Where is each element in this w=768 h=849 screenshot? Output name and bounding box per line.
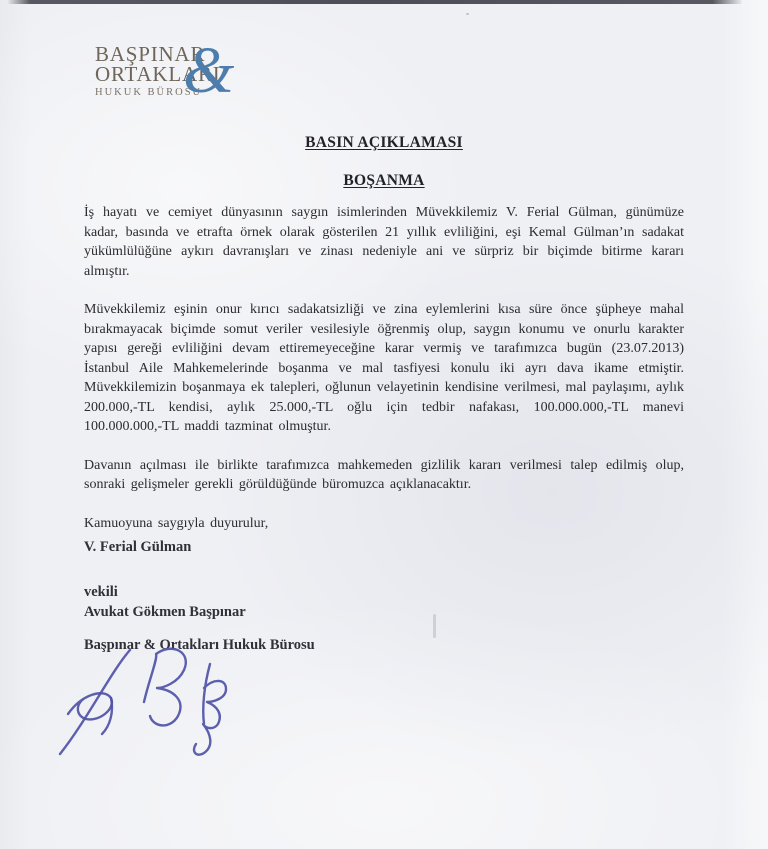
handwritten-signature-icon: [52, 642, 242, 762]
firm-wordmark-line1: BAŞPINAR: [95, 42, 206, 66]
firm-wordmark-line2: ORTAKLARI: [95, 62, 221, 86]
scan-smudge: [433, 614, 436, 638]
signature-stroke-flourish: [194, 664, 226, 755]
signature-stroke-b: [144, 649, 186, 726]
client-name: V. Ferial Gülman: [84, 539, 192, 555]
letter-body: [84, 134, 684, 552]
paragraph-closing: Kamuoyuna saygıyla duyurulur,: [84, 515, 269, 531]
scan-speck: [466, 13, 469, 15]
scan-edge-artifact: [8, 0, 742, 4]
paragraph-confidentiality: Davanın açılması ile birlikte tarafımızca mahkemeden gizlilik kararı verilmesi talep edilmiş olup, sonraki gelişmeler gerekli görüldüğünde büromuzca açıklanacaktır.: [84, 457, 684, 492]
paragraph-case-details: Müvekkilemiz eşinin onur kırıcı sadakatsizliği ve zina eylemlerini kısa süre önce şüpheye mahal bırakmayacak biçimde somut veriler vesilesiyle öğrenmiş olup, saygın konumu ve onurlu karakter yapısı gereği evliliğini devam ettiremeyeceğine karar vermiş ve tarafımızca bugün (23.07.2013) İstanbul Aile Mahkemelerinde boşanma ve mal tasfiyesi konulu iki ayrı dava ikame etmiştir. Müvekkilemizin boşanmaya ek talepleri, oğlunun velayetinin kendisine verilmesi, mal paylaşımı, aylık 200.000,-TL kendisi, aylık 25.000,-TL oğlu için tedbir nafakası, 100.000.000,-TL manevi 100.000.000,-TL maddi tazminat olmuştur.: [84, 302, 684, 434]
attorney-name: Avukat Gökmen Başpınar: [84, 604, 246, 620]
firm-tagline: HUKUK BÜROSU: [95, 87, 203, 98]
capacity-label: vekili: [84, 584, 118, 600]
firm-name: Başpınar & Ortakları Hukuk Bürosu: [84, 637, 315, 653]
signature-block: [84, 537, 315, 655]
paragraph-intro: İş hayatı ve cemiyet dünyasının saygın isimlerinden Müvekkilemiz V. Ferial Gülman, günümüze kadar, basında ve etrafta örnek olarak gösterilen 21 yıllık evliliğini, eşi Kemal Gülman’ın sadakat yükümlülüğüne aykırı davranışları ve zinası nedeniyle ani ve sürpriz bir biçimde bitirme kararı almıştır.: [84, 205, 684, 279]
subject-title: BOŞANMA: [343, 172, 425, 189]
signature-stroke-loop: [68, 693, 112, 719]
press-release-title: BASIN AÇIKLAMASI: [305, 134, 463, 151]
ampersand-logo-icon: &: [183, 34, 235, 107]
letterhead: [95, 34, 345, 107]
signature-stroke-slash: [60, 650, 130, 754]
